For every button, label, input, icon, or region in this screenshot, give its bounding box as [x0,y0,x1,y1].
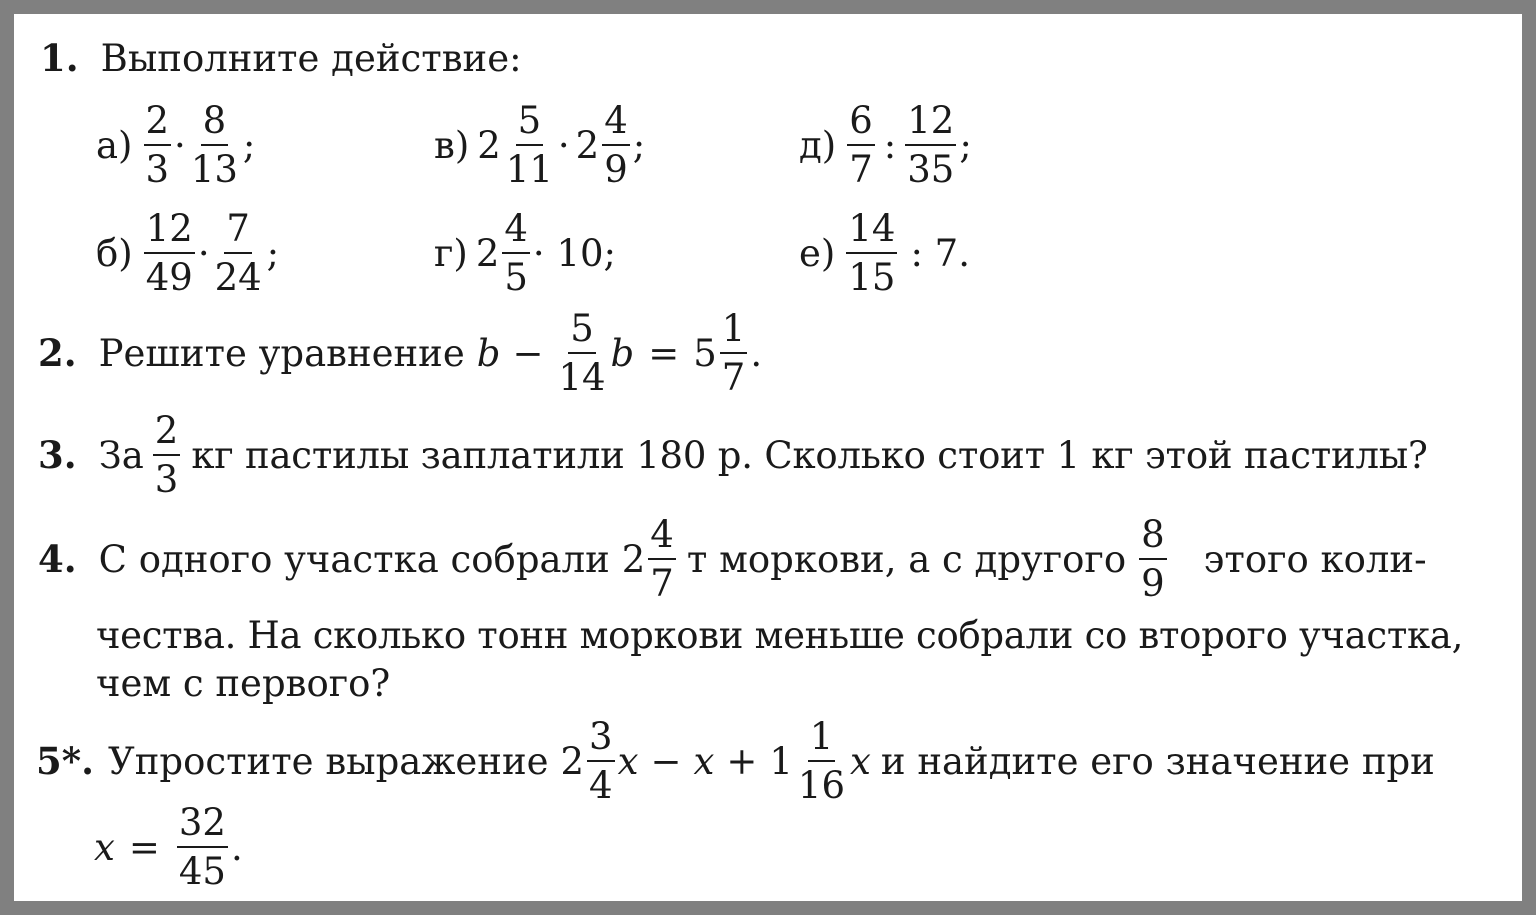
denominator: 7 [849,148,873,191]
task-4-line-2 [96,614,1522,657]
fraction [213,207,264,299]
denominator: 7 [721,356,746,399]
task-text: чем с первого? [96,662,391,705]
numerator: 3 [587,718,615,762]
denominator: 16 [797,764,846,807]
fraction [189,99,240,191]
task-number: 2. [38,331,77,375]
task-text: С одного участка собрали [98,537,610,581]
numerator: 5 [568,310,596,354]
item-label: г) [434,231,468,275]
item-label: е) [799,231,836,275]
task-text: и найдите его значение при [880,739,1435,783]
operator: − [650,739,682,783]
task-text: Упростите выражение [107,739,549,783]
variable: x [94,825,115,869]
item-label: д) [799,123,837,167]
fraction [177,801,228,893]
fraction [796,715,847,807]
punct: ; [632,123,646,167]
fraction [720,307,748,399]
task-5 [36,715,1522,807]
worksheet [14,14,1522,901]
denominator: 49 [145,256,193,299]
variable: b [476,331,501,375]
whole-part: 2 [575,123,600,167]
operator: = [648,331,680,375]
task-text: кг пастилы заплатили 180 р. Сколько стоит 1 кг этой пастилы? [191,433,1428,477]
numerator: 4 [502,210,530,254]
task-text: этого коли- [1203,537,1427,581]
denominator: 4 [589,764,613,807]
denominator: 15 [848,256,896,299]
whole-part: 2 [477,123,501,167]
task-4-line-3 [96,662,1522,705]
task-5-line-2 [94,801,1522,893]
operator: · [174,123,186,167]
variable: x [850,739,871,783]
whole-part: 1 [769,739,793,783]
task-text: чества. На сколько тонн моркови меньше собрали со второго участка, [96,614,1464,657]
fraction [144,207,195,299]
fraction [602,99,630,191]
item-label: в) [434,123,470,167]
fraction [587,715,615,807]
fraction [556,307,607,399]
numerator: 4 [602,102,630,146]
numerator: 1 [808,718,836,762]
denominator: 3 [154,458,179,501]
variable: x [617,739,639,783]
whole-part: 2 [621,537,646,581]
fraction [1139,513,1167,605]
operator: = [128,825,160,869]
operator: · [197,231,210,275]
numerator: 1 [720,310,748,354]
denominator: 35 [907,148,955,191]
task-2 [38,307,1522,399]
fraction [648,513,676,605]
task-3 [38,409,1522,501]
fraction [504,99,555,191]
operator: + [726,739,758,783]
operator: − [512,331,544,375]
fraction [846,207,897,299]
task-4 [38,513,1522,605]
variable: b [610,331,635,375]
fraction [502,207,530,299]
item-label: б) [96,231,133,275]
punct: ; [266,231,280,275]
task-number: 5*. [36,739,94,783]
expression-tail: : 7. [910,231,970,275]
whole-part: 2 [560,739,585,783]
numerator: 2 [153,412,181,456]
whole-part: 5 [693,331,717,375]
numerator: 32 [177,804,228,848]
fraction [847,99,875,191]
punct: ; [959,123,972,167]
numerator: 2 [144,102,172,146]
denominator: 45 [178,850,226,893]
task-text: Решите уравнение [98,331,465,375]
task-number: 4. [38,537,77,581]
denominator: 24 [214,256,262,299]
task-1-item-b [96,207,280,299]
numerator: 14 [846,210,897,254]
task-text: За [98,433,144,477]
task-1-item-e [799,207,970,299]
expression-tail: · 10; [532,231,616,275]
task-number: 3. [38,433,77,477]
task-1-item-d [799,99,972,191]
numerator: 7 [224,210,252,254]
numerator: 8 [201,102,229,146]
denominator: 13 [190,148,238,191]
task-1-item-v [434,99,646,191]
numerator: 5 [516,102,544,146]
denominator: 7 [650,562,674,605]
operator: · [557,123,570,167]
punct: . [750,331,763,375]
operator: : [883,123,897,167]
numerator: 12 [905,102,956,146]
task-number: 1. [40,36,79,80]
numerator: 6 [847,102,875,146]
denominator: 11 [505,148,553,191]
punct: ; [242,123,256,167]
denominator: 3 [145,148,170,191]
numerator: 12 [144,210,195,254]
whole-part: 2 [475,231,500,275]
fraction [153,409,181,501]
item-label: а) [96,123,133,167]
denominator: 9 [1141,562,1165,605]
fraction [905,99,956,191]
task-text: т моркови, а с другого [686,537,1127,581]
numerator: 8 [1139,516,1167,560]
variable: x [693,739,715,783]
denominator: 14 [558,356,606,399]
fraction [144,99,172,191]
task-title: Выполните действие: [100,36,522,80]
task-1-header [40,36,1522,80]
task-1-item-g [434,207,616,299]
denominator: 5 [504,256,528,299]
denominator: 9 [604,148,628,191]
numerator: 4 [648,516,676,560]
task-1-item-a [96,99,256,191]
punct: . [230,825,243,869]
